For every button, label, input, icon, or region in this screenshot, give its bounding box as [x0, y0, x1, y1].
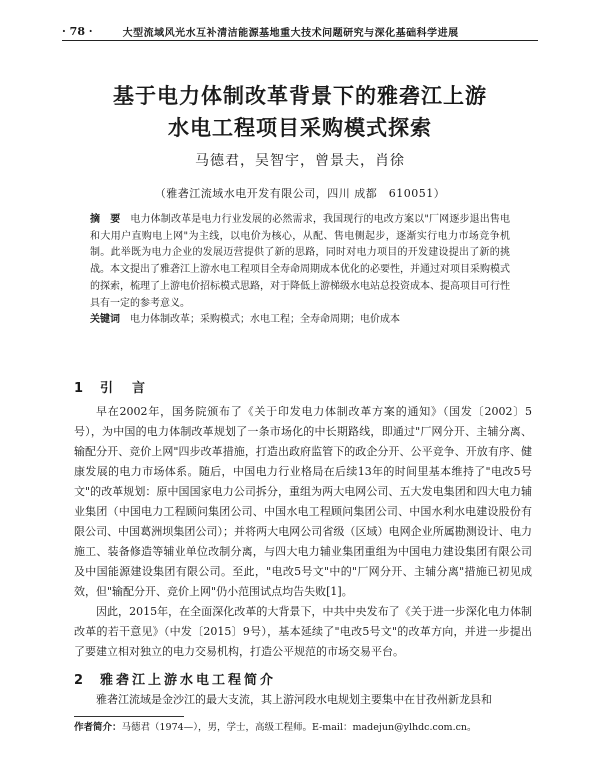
journal-title: 大型流域风光水互补清洁能源基地重大技术问题研究与深化基础科学进展	[122, 27, 459, 39]
section-2-number: 2	[74, 673, 87, 688]
running-head	[62, 22, 538, 41]
title-line-2: 水电工程项目采购模式探索	[168, 116, 432, 140]
section-1-paragraph-1: 早在2002年，国务院颁布了《关于印发电力体制改革方案的通知》（国发〔2002〕5号），为中国的电力体制改革规划了一条市场化的中长期路线，即通过"厂网分开、主辅分离、输配分开、竞价上网"四步改革措施，打造出政府监管下的政企分开、公平竞争、开放有序、健康发展的电力市场体系。随后，中国电力行业格局在后续13年的时间里基本维持了"电改5号文"的改革规划：原中国国家电力公司拆分，重组为两大电网公司、五大发电集团和四大电力辅业集团（中国电力工程顾问集团公司、中国水电工程顾问集团公司、中国水利水电建设股份有限公司、中国葛洲坝集团公司）；并将两大电网公司省级（区域）电网企业所属勘测设计、电力施工、装备修造等辅业单位改制分离，与四大电力辅业集团重组为中国电力建设集团有限公司及中国能源建设集团有限公司。至此，"电改5号文"中的"厂网分开、主辅分离"措施已初见成效，但"输配分开、竞价上网"仍小范围试点均告失败[1]。	[74, 405, 532, 598]
abstract	[90, 212, 510, 329]
footnote-label: 作者简介：	[74, 722, 122, 733]
paper-title	[40, 80, 560, 144]
footnote-text: 马德君（1974—），男，学士，高级工程师。E-mail：madejun@ylhdc.com.cn。	[121, 722, 477, 733]
section-1-title: 引 言	[100, 381, 149, 396]
footnote-divider	[74, 716, 184, 717]
keywords	[90, 312, 510, 329]
keywords-label: 关键词	[90, 314, 120, 326]
abstract-body	[90, 212, 510, 312]
keywords-text: 电力体制改革；采购模式；水电工程；全寿命周期；电价成本	[130, 314, 400, 326]
abstract-text: 电力体制改革是电力行业发展的必然需求，我国现行的电改方案以"厂网逐步退出售电和大用户直购电上网"为主线，以电价为核心，从配、售电侧起步，逐渐实行电力市场竞争机制。此举既为电力企业的发展迈营提供了新的思路，同时对电力项目的开发建设提出了新的挑战。本文提出了雅砻江上游水电工程项目全寿命周期成本优化的必要性，并通过对项目采购模式的探索，梳理了上游电价招标模式思路，对于降低上游梯级水电站总投资成本、提高项目可行性具有一定的参考意义。	[90, 214, 510, 309]
section-1-paragraph-2: 因此，2015年，在全面深化改革的大背景下，中共中央发布了《关于进一步深化电力体制改革的若干意见》（中发〔2015〕9号），基本延续了"电改5号文"的改革方向，并进一步提出了要建立相对独立的电力交易机构，打造公平规范的市场交易平台。	[74, 605, 532, 658]
authors: 马德君，吴智宇，曾景夫，肖徐	[195, 153, 405, 169]
page-number: · 78 ·	[62, 24, 93, 38]
section-2-title: 雅砻江上游水电工程简介	[100, 673, 277, 688]
affiliation: （雅砻江流域水电开发有限公司，四川 成都 610051）	[154, 187, 446, 200]
author-footnote	[74, 721, 540, 735]
section-1-body	[74, 402, 532, 662]
section-2-heading	[74, 669, 276, 688]
section-1-heading	[74, 377, 148, 396]
section-2-paragraph-1: 雅砻江流域是金沙江的最大支流，其上游河段水电规划主要集中在甘孜州新龙县和	[96, 693, 492, 706]
section-1-number: 1	[74, 381, 87, 396]
section-2-body	[74, 690, 532, 710]
abstract-label: 摘 要	[90, 214, 121, 225]
title-line-1: 基于电力体制改革背景下的雅砻江上游	[113, 84, 487, 108]
